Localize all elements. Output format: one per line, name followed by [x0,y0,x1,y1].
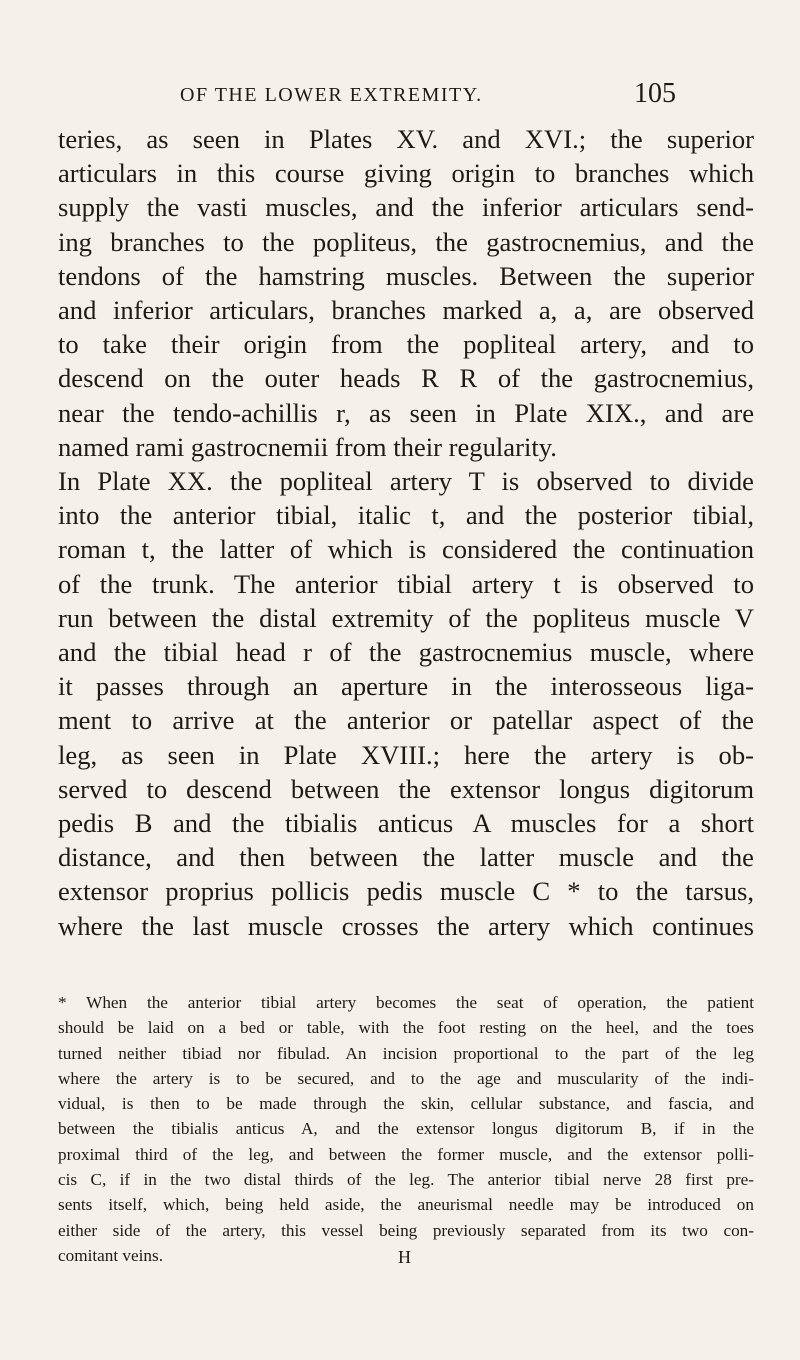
paragraph-2 [58,464,754,943]
text-line: to take their origin from the popliteal artery, and to [58,329,754,360]
footnote-line: sents itself, which, being held aside, the aneurismal needle may be introduced on [58,1195,754,1215]
text-line: articulars in this course giving origin to branches which [58,158,754,189]
text-line: ing branches to the popliteus, the gastrocnemius, and the [58,226,754,257]
running-title: OF THE LOWER EXTREMITY. [180,84,483,106]
footnote-line: where the artery is to be secured, and to the age and muscularity of the indi- [58,1068,754,1088]
text-line: In Plate XX. the popliteal artery T is observed to divide [58,466,754,497]
footnote-line: between the tibialis anticus A, and the extensor longus digitorum B, if in the [58,1119,754,1139]
footnote [58,990,754,1268]
text-line: into the anterior tibial, italic t, and the posterior tibial, [58,500,754,531]
text-line: of the trunk. The anterior tibial artery t is observed to [58,568,754,599]
text-line: extensor proprius pollicis pedis muscle C * to the tarsus, [58,876,754,907]
text-line: and inferior articulars, branches marked a, a, are observed [58,295,754,326]
text-line: supply the vasti muscles, and the inferior articulars send- [58,192,754,223]
signature-mark: H [398,1247,411,1267]
text-line: ment to arrive at the anterior or patellar aspect of the [58,705,754,736]
text-line: it passes through an aperture in the interosseous liga- [58,671,754,702]
footnote-line: comitant veins. [58,1245,164,1265]
body-text [58,122,754,943]
text-line: tendons of the hamstring muscles. Between the superior [58,260,754,291]
text-line: and the tibial head r of the gastrocnemius muscle, where [58,637,754,668]
text-line: run between the distal extremity of the popliteus muscle V [58,602,754,633]
text-line: pedis B and the tibialis anticus A muscles for a short [58,808,754,839]
paragraph-1 [58,122,754,464]
text-line: where the last muscle crosses the artery which continues [58,910,754,941]
footnote-line: should be laid on a bed or table, with the foot resting on the heel, and the toes [58,1018,754,1038]
text-line: descend on the outer heads R R of the gastrocnemius, [58,363,754,394]
page-header [120,78,680,112]
footnote-line: proximal third of the leg, and between the former muscle, and the extensor polli- [58,1144,754,1164]
footnote-line: vidual, is then to be made through the skin, cellular substance, and fascia, and [58,1094,754,1114]
text-line: leg, as seen in Plate XVIII.; here the artery is ob- [58,739,754,770]
page-number: 105 [634,78,676,109]
text-line: roman t, the latter of which is considered the continuation [58,534,754,565]
footnote-line: either side of the artery, this vessel being previously separated from its two con- [58,1220,754,1240]
footnote-line: cis C, if in the two distal thirds of the leg. The anterior tibial nerve 28 first pre- [58,1170,754,1190]
text-line: near the tendo-achillis r, as seen in Plate XIX., and are [58,397,754,428]
footnote-line: turned neither tibiad nor fibulad. An incision proportional to the part of the leg [58,1043,754,1063]
text-line: distance, and then between the latter muscle and the [58,842,754,873]
text-line: named rami gastrocnemii from their regularity. [58,431,557,462]
footnote-line: * When the anterior tibial artery becomes the seat of operation, the patient [58,993,754,1012]
text-line: served to descend between the extensor longus digitorum [58,773,754,804]
text-line: teries, as seen in Plates XV. and XVI.; the superior [58,124,754,154]
